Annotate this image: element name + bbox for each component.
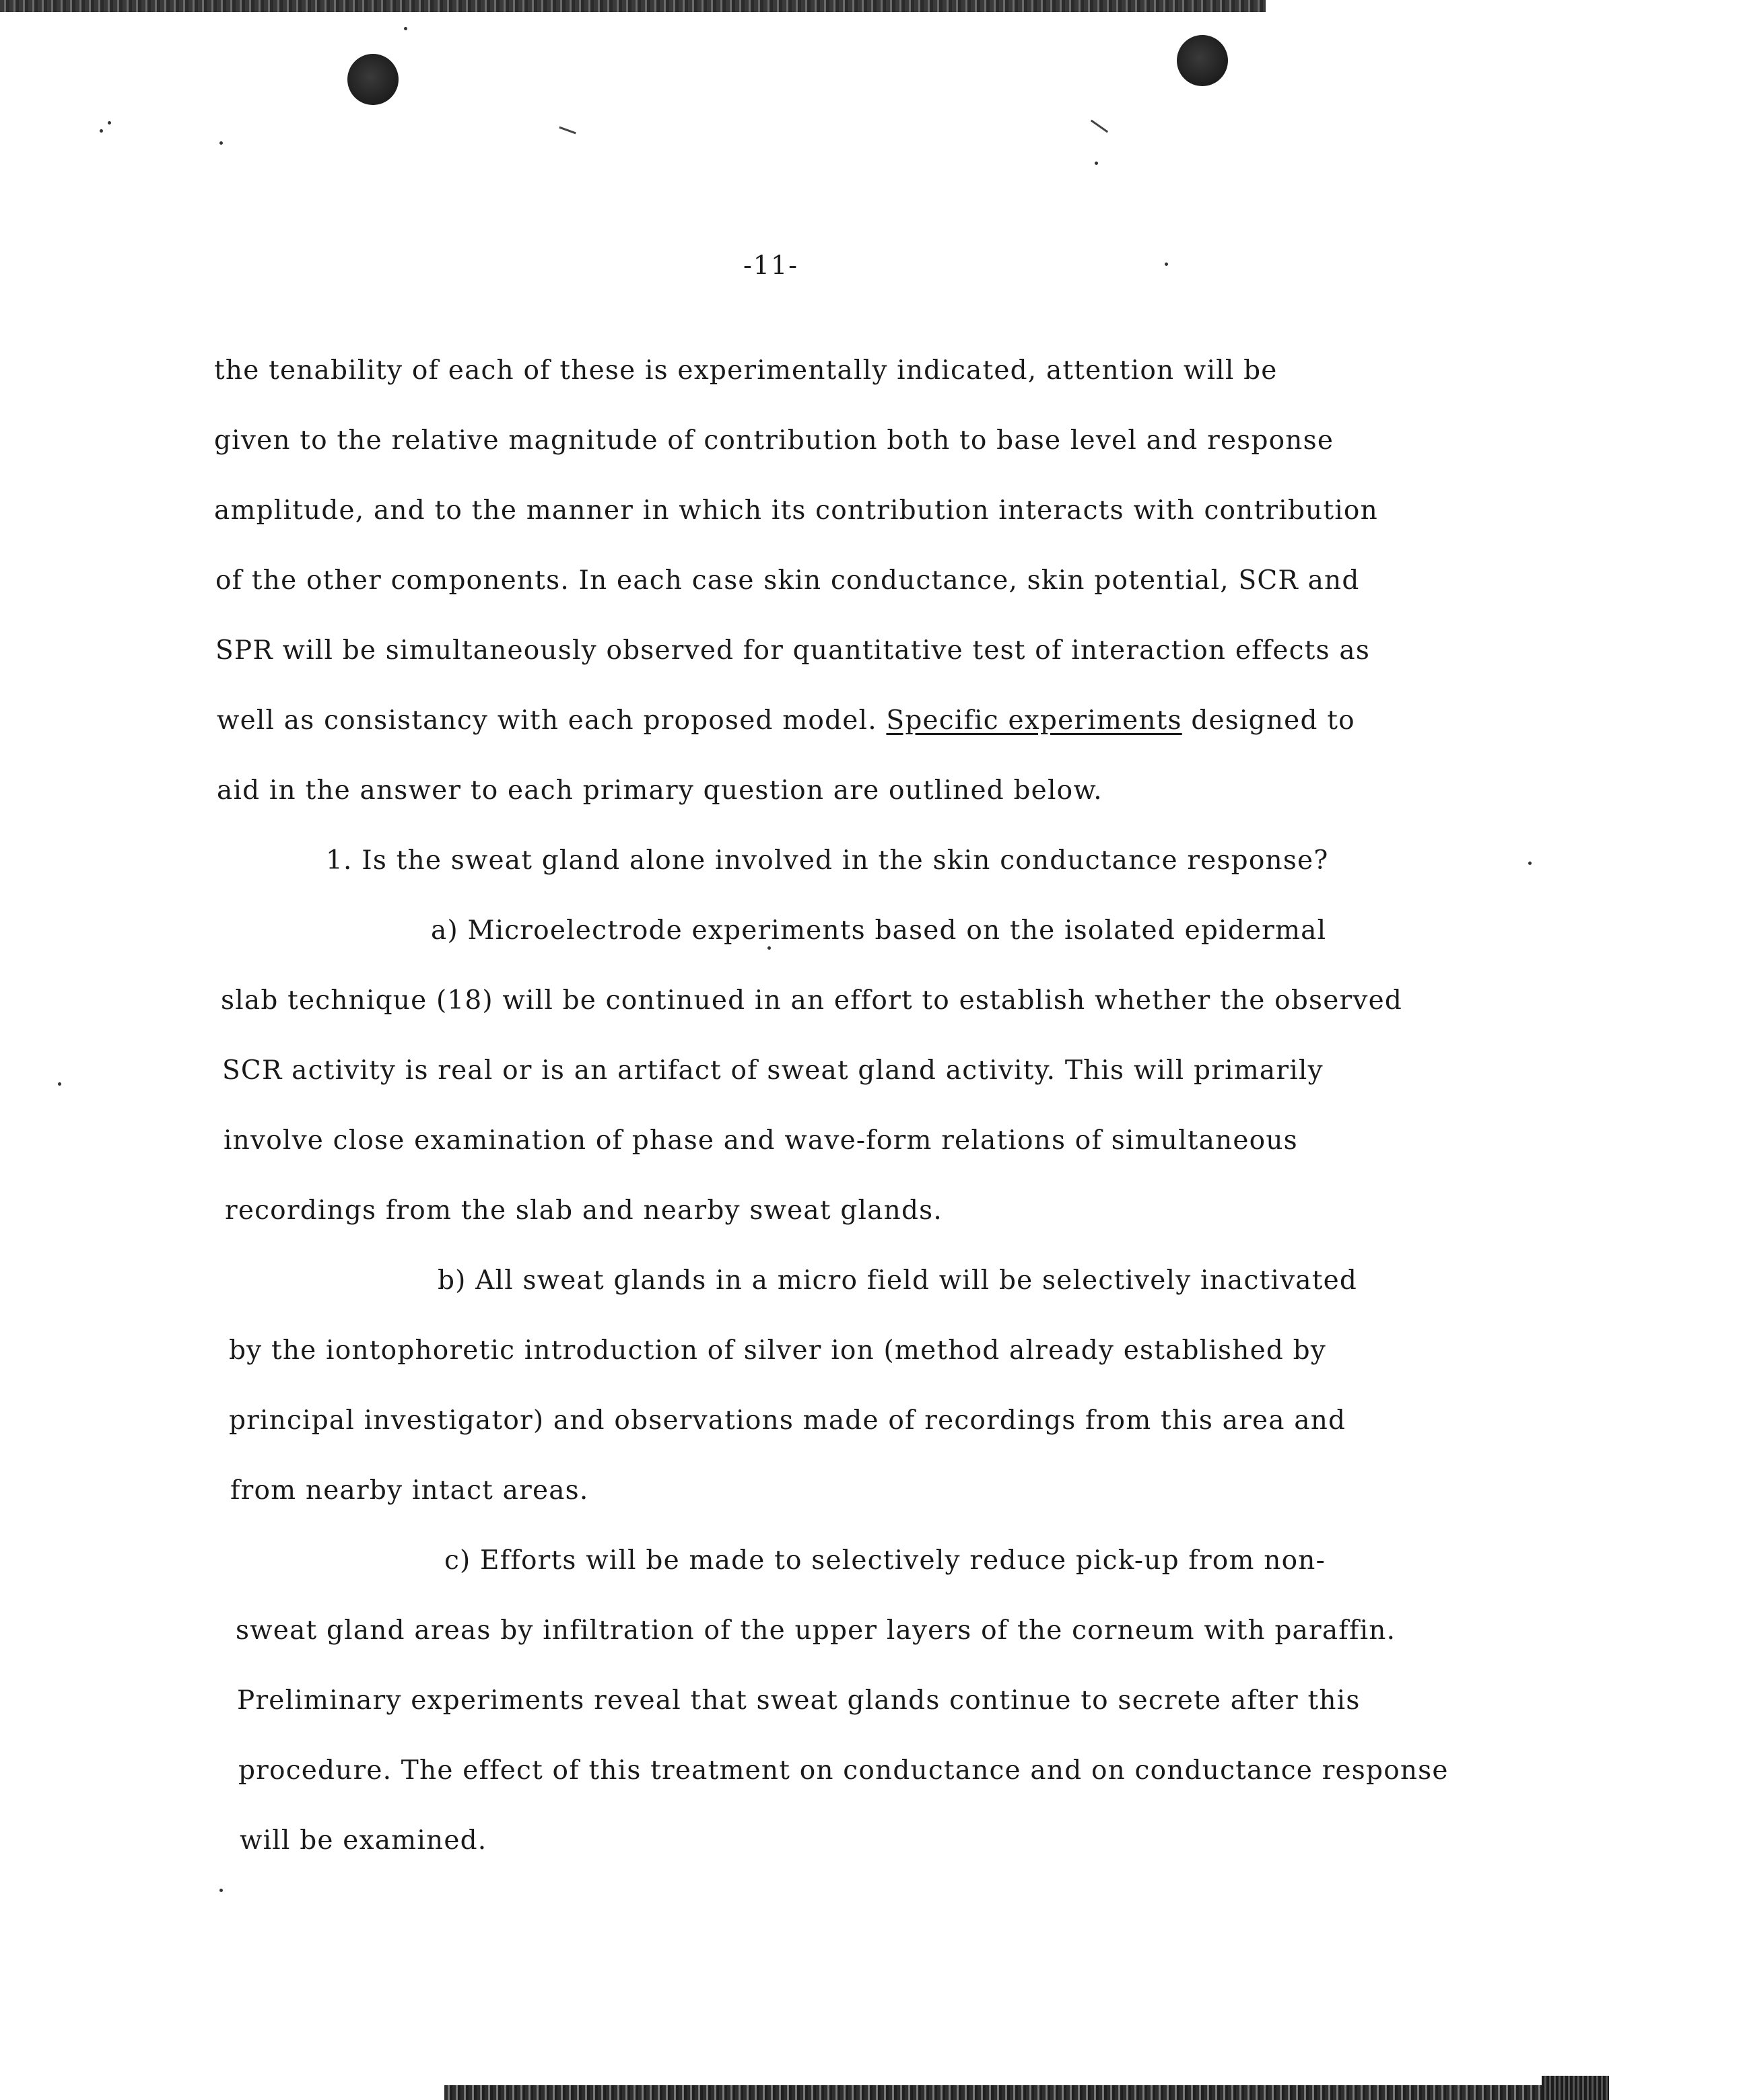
scan-speck xyxy=(1095,162,1098,165)
scan-speck xyxy=(1528,862,1532,865)
scan-speck xyxy=(404,27,407,30)
scan-speck xyxy=(219,141,223,145)
text-line: aid in the answer to each primary question are outlined below. xyxy=(217,775,1103,806)
text-line: SCR activity is real or is an artifact of sweat gland activity. This will primarily xyxy=(222,1055,1324,1086)
scan-edge-bottom xyxy=(444,2085,1602,2100)
text-line: given to the relative magnitude of contribution both to base level and response xyxy=(214,425,1334,456)
item-b-first-line: b) All sweat glands in a micro field will be selectively inactivated xyxy=(438,1265,1358,1296)
punch-hole-right xyxy=(1177,35,1228,86)
scan-speck xyxy=(108,121,111,125)
text-line: amplitude, and to the manner in which its contribution interacts with contribution xyxy=(214,495,1378,526)
question-heading: 1. Is the sweat gland alone involved in the skin conductance response? xyxy=(326,845,1329,876)
text-segment: well as consistancy with each proposed model. xyxy=(217,705,887,736)
text-line: involve close examination of phase and wave-form relations of simultaneous xyxy=(224,1125,1298,1156)
scan-edge-bottom-tail xyxy=(1542,2076,1609,2100)
text-line: will be examined. xyxy=(240,1825,487,1856)
text-line: by the iontophoretic introduction of silver ion (method already established by xyxy=(229,1335,1327,1366)
scan-speck xyxy=(1165,262,1168,266)
text-line: recordings from the slab and nearby sweat glands. xyxy=(225,1195,943,1226)
scan-speck xyxy=(100,129,103,133)
text-line: the tenability of each of these is experimentally indicated, attention will be xyxy=(214,355,1278,386)
scan-speck xyxy=(58,1082,61,1086)
text-line: procedure. The effect of this treatment on conductance and on conductance response xyxy=(238,1755,1449,1786)
scan-mark xyxy=(559,127,576,135)
scan-speck xyxy=(767,946,771,950)
item-c-first-line: c) Efforts will be made to selectively reduce pick-up from non- xyxy=(444,1545,1326,1576)
scan-mark xyxy=(1091,120,1108,133)
text-segment: designed to xyxy=(1182,705,1355,736)
text-line: slab technique (18) will be continued in an effort to establish whether the observed xyxy=(221,985,1403,1016)
text-line: from nearby intact areas. xyxy=(230,1475,589,1506)
punch-hole-left xyxy=(347,54,399,105)
text-line: principal investigator) and observations made of recordings from this area and xyxy=(229,1405,1346,1436)
text-line: SPR will be simultaneously observed for quantitative test of interaction effects as xyxy=(215,635,1371,666)
text-line xyxy=(217,705,1355,736)
page-number: -11- xyxy=(743,250,799,280)
underlined-phrase: Specific experiments xyxy=(886,705,1182,736)
scan-speck xyxy=(219,1889,223,1892)
item-a-first-line: a) Microelectrode experiments based on the isolated epidermal xyxy=(431,915,1327,946)
text-line: Preliminary experiments reveal that sweat glands continue to secrete after this xyxy=(237,1685,1361,1716)
text-line: sweat gland areas by infiltration of the upper layers of the corneum with paraffin. xyxy=(236,1615,1396,1646)
text-line: of the other components. In each case skin conductance, skin potential, SCR and xyxy=(215,565,1360,596)
scan-edge-top xyxy=(0,0,1266,12)
